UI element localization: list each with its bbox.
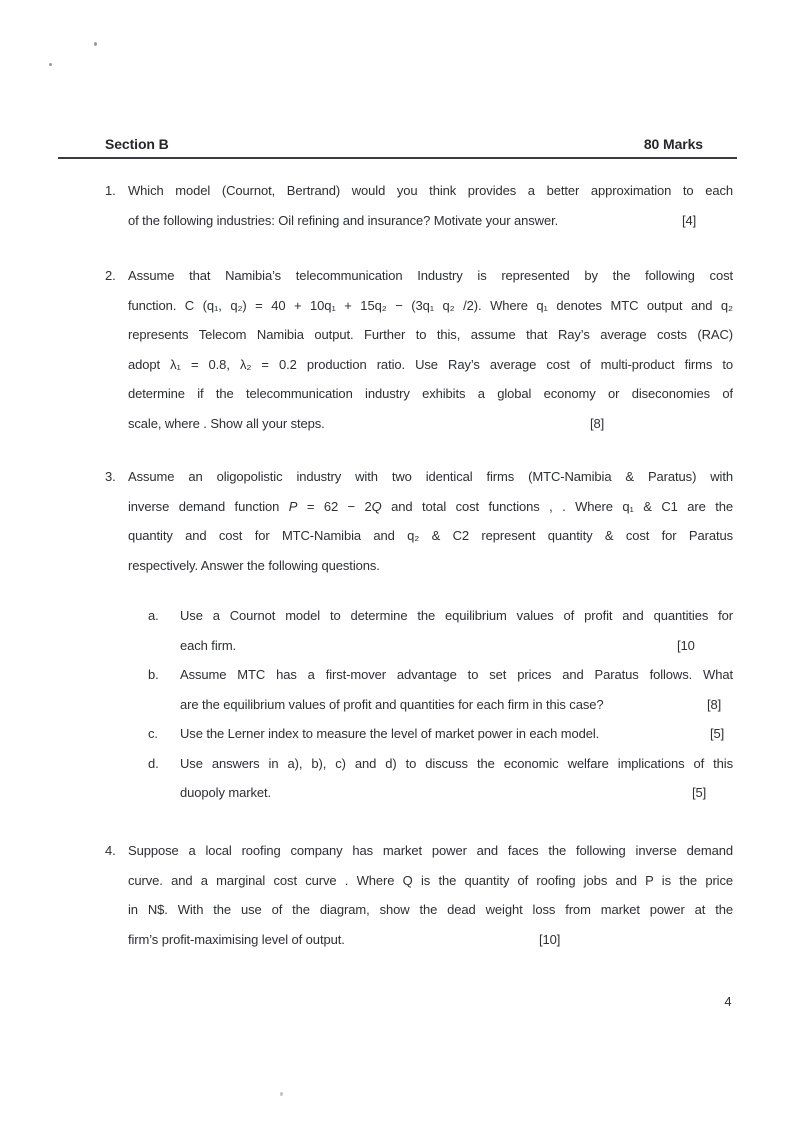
text-line <box>128 925 733 955</box>
marks-allocation: [8] <box>707 696 722 712</box>
text-line <box>128 206 733 236</box>
marks-allocation: [8] <box>590 415 605 431</box>
line-text: each firm. <box>180 637 237 653</box>
sub-question-label: d. <box>148 755 159 771</box>
question-number: 1. <box>105 183 116 198</box>
line-text: Use a Cournot model to determine the equilibrium values of profit and quantities for <box>180 608 733 623</box>
marks-allocation: [10 <box>677 637 695 653</box>
text-line <box>180 749 733 779</box>
question-4 <box>105 836 733 954</box>
scan-artifact <box>49 63 52 66</box>
question-number: 3. <box>105 469 116 484</box>
question-3-subquestions <box>148 601 733 808</box>
line-text: quantity and cost for MTC-Namibia and q₂ & C2 represent quantity & cost for Paratus <box>128 528 733 543</box>
sub-question-text <box>180 601 733 660</box>
line-text: Assume an oligopolistic industry with two identical firms (MTC-Namibia & Paratus) with <box>128 469 733 484</box>
sub-question <box>148 719 733 749</box>
line-text: Assume MTC has a first-mover advantage to set prices and Paratus follows. What <box>180 667 733 682</box>
sub-question <box>148 749 733 808</box>
marks-allocation: [5] <box>710 726 725 741</box>
sub-question <box>148 601 733 660</box>
text-line <box>180 719 733 749</box>
section-marks-total: 80 Marks <box>643 136 703 152</box>
sub-question-text <box>180 660 733 719</box>
question-number: 4. <box>105 843 116 858</box>
sub-question <box>148 660 733 719</box>
text-line <box>128 291 733 321</box>
line-text: duopoly market. <box>180 785 271 800</box>
text-line <box>128 320 733 350</box>
text-line <box>128 462 733 492</box>
question-3 <box>105 462 733 580</box>
scan-artifact <box>280 1092 283 1096</box>
line-text: in N$. With the use of the diagram, show the dead weight loss from market power at the <box>128 902 733 917</box>
line-text: Use the Lerner index to measure the level of market power in each model. <box>180 726 600 741</box>
text-line <box>180 660 733 690</box>
text-line <box>128 895 733 925</box>
line-text: firm’s profit-maximising level of output. <box>128 931 345 947</box>
text-line <box>128 261 733 291</box>
line-text: determine if the telecommunication industry exhibits a global economy or diseconomies of <box>128 386 733 401</box>
text-line <box>128 379 733 409</box>
sub-question-text <box>180 719 733 749</box>
sub-question-label: c. <box>148 726 158 741</box>
text-line <box>128 409 733 439</box>
text-line <box>128 492 733 522</box>
line-text: inverse demand function P = 62 − 2Q and total cost functions , . Where q₁ & C1 are the <box>128 498 733 514</box>
marks-allocation: [4] <box>682 212 697 228</box>
text-line <box>128 350 733 380</box>
question-2 <box>105 261 733 438</box>
question-text <box>128 176 733 235</box>
line-text: scale, where . Show all your steps. <box>128 415 325 431</box>
sub-question-label: a. <box>148 608 159 623</box>
text-line <box>128 176 733 206</box>
section-header <box>105 136 703 152</box>
text-line <box>128 866 733 896</box>
question-1 <box>105 176 733 235</box>
sub-question-text <box>180 749 733 808</box>
text-line <box>180 778 733 808</box>
line-text: adopt λ₁ = 0.8, λ₂ = 0.2 production ratio. Use Ray’s average cost of multi-product firms to <box>128 356 733 372</box>
scan-artifact <box>94 42 97 46</box>
header-rule <box>58 157 737 159</box>
line-text: curve. and a marginal cost curve . Where Q is the quantity of roofing jobs and P is the price <box>128 872 733 888</box>
text-line <box>128 521 733 551</box>
text-line <box>180 601 733 631</box>
sub-question-label: b. <box>148 667 159 682</box>
marks-allocation: [5] <box>692 785 707 800</box>
line-text: Use answers in a), b), c) and d) to discuss the economic welfare implications of this <box>180 755 733 771</box>
text-line <box>128 551 733 581</box>
question-text <box>128 261 733 438</box>
marks-allocation: [10] <box>539 931 561 947</box>
question-number: 2. <box>105 268 116 283</box>
line-text: represents Telecom Namibia output. Further to this, assume that Ray’s average costs (RAC) <box>128 327 733 342</box>
question-text <box>128 836 733 954</box>
line-text: Assume that Namibia’s telecommunication Industry is represented by the following cost <box>128 268 733 283</box>
line-text: Which model (Cournot, Bertrand) would you think provides a better approximation to each <box>128 183 733 198</box>
line-text: are the equilibrium values of profit and quantities for each firm in this case? <box>180 696 604 712</box>
text-line <box>128 836 733 866</box>
section-title: Section B <box>105 136 169 152</box>
line-text: function. C (q₁, q₂) = 40 + 10q₁ + 15q₂ − (3q₁ q₂ /2). Where q₁ denotes MTC output and q₂ <box>128 297 733 313</box>
line-text: of the following industries: Oil refining and insurance? Motivate your answer. <box>128 212 559 228</box>
question-text <box>128 462 733 580</box>
text-line <box>180 690 733 720</box>
line-text: respectively. Answer the following questions. <box>128 557 380 573</box>
text-line <box>180 631 733 661</box>
line-text: Suppose a local roofing company has market power and faces the following inverse demand <box>128 843 733 858</box>
page-number: 4 <box>724 994 732 1009</box>
